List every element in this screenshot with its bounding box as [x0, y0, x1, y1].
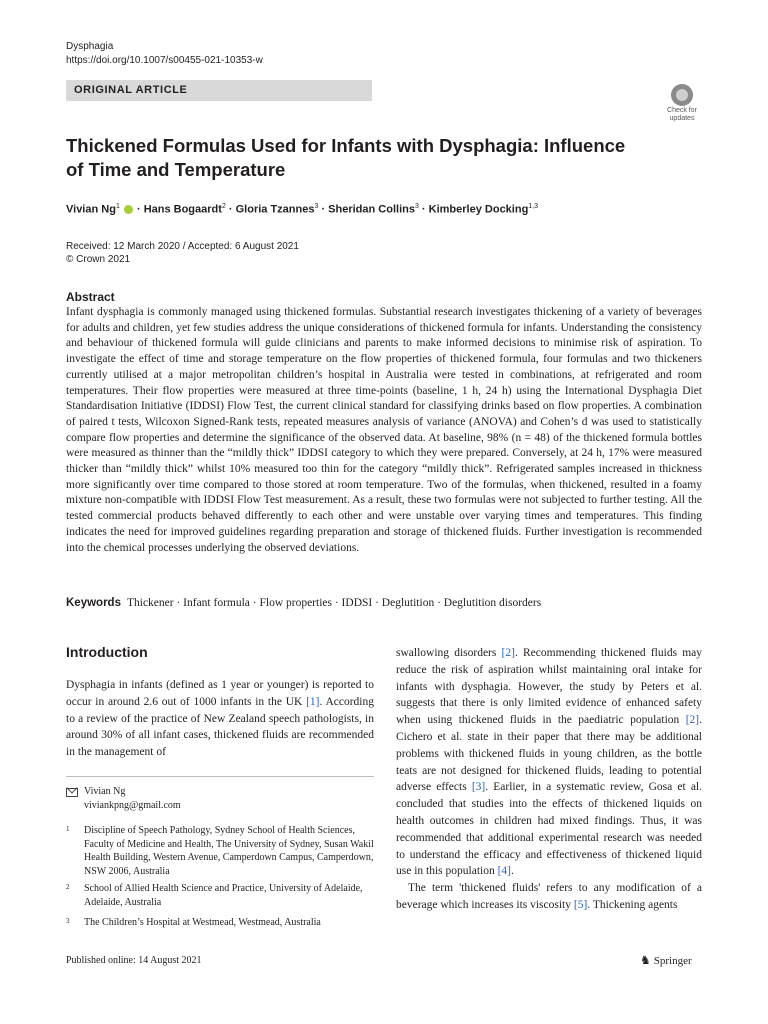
article-dates	[66, 240, 299, 266]
citation-link[interactable]: [2]	[501, 647, 515, 659]
citation-link[interactable]: [5]	[573, 898, 588, 911]
copyright: © Crown 2021	[66, 254, 131, 265]
received-accepted: Received: 12 March 2020 / Accepted: 6 August 2021	[66, 241, 299, 252]
author-name[interactable]: Hans Bogaardt	[143, 203, 222, 216]
intro-text: . Cichero et al. state in their paper that there may be additional problems with thickened fluids in young children, as the bottle teats are not designed for thickened fluids, leading to potential adverse effects	[396, 714, 702, 794]
intro-text: swallowing disorders	[396, 647, 502, 659]
introduction-heading: Introduction	[66, 644, 148, 660]
title-line-1: Thickened Formulas Used for Infants with Dysphagia: Influence	[66, 135, 626, 156]
doi-link[interactable]: https://doi.org/10.1007/s00455-021-10353-w	[66, 55, 263, 66]
author-affiliation: 3	[314, 203, 319, 210]
intro-text: Dysphagia in infants (defined as 1 year or younger) is reported to occur in around 2.6 out of 1000 infants in the UK	[66, 679, 374, 708]
abstract-body: Infant dysphagia is commonly managed using thickened formulas. Substantial research investigates thickening of a variety of beverages for adults and children, yet few studies address the unique considerations of thickened formula for infants. Understanding the consistency and behaviour of thickened formula will guide clinicians and parents to make informed decisions to minimise risk of aspiration. To investigate the effect of time and storage temperature on the flow properties of thickened formula, four formulas and two thickeners currently utilised at a major metropolitan children’s hospital in Australia were tested in combinations, at refrigerated and room temperatures. Their flow properties were measured at three time-points (baseline, 1 h, 24 h) using the International Dysphagia Diet Standardisation Initiative (IDDSI) Flow Test, the current clinical standard for classifying drinks based on flow properties. A combination of paired t tests, Wilcoxon Signed-Rank tests, repeated measures analysis of variance (ANOVA) and Cohen’s d was used to statistically compare flow properties and determine the significance of the observed data. At baseline, 98% (n = 48) of the thickened formula bottles were measured as thinner than the “mildly thick” IDDSI category to which they were prepared. Conversely, at 24 h, 17% were measured thicker than “mildly thick” whilst 10% measured too thin for the category “mildly thick”. Refrigerated samples increased in thickness more significantly over time compared to those stored at room temperature. Two of the formulas, when thickened, resulted in a foamy mixture non-compatible with IDDSI Flow Test measurement. As a result, these two formulas were not subjected to further testing. All the tested commercial products behaved differently to each other and were unstable over varying times and temperatures. This finding indicates the need for improved guidelines regarding preparation and storage of thickened fluids. Further investigation is recommended into the chemical processes underlying the observed deviations.	[66, 306, 702, 554]
keywords-heading: Keywords	[66, 597, 121, 609]
published-date: Published online: 14 August 2021	[66, 955, 202, 966]
intro-text: . According to a review of the practice of New Zealand speech pathologists, in around 30% of all infant cases, thickened fluids are recommended in the management of	[66, 695, 374, 759]
publisher-name: Springer	[653, 955, 692, 967]
intro-text: . Recommending thickened fluids may reduce the risk of aspiration whilst maintaining oral intake for infants with dysphagia. However, the study by Peters et al. suggests that there is only limited evidence of enhanced safety when using thickened fluids in the paediatric population	[396, 647, 703, 727]
citation-link[interactable]: [2]	[685, 714, 700, 727]
keywords	[66, 597, 706, 609]
article-type-banner	[66, 80, 372, 101]
affiliation-number: 3	[66, 917, 70, 925]
author-name[interactable]: Gloria Tzannes	[235, 203, 315, 216]
citation-link[interactable]: [3]	[471, 781, 486, 794]
keywords-list: Thickener · Infant formula · Flow properties · IDDSI · Deglutition · Deglutition disorders	[126, 597, 542, 609]
intro-paragraph	[396, 645, 702, 880]
publisher-logo	[640, 953, 692, 968]
intro-text: The term 'thickened fluids' refers to any modification of a beverage which increases its viscosity	[396, 882, 702, 911]
springer-horse-icon: ♞	[640, 953, 651, 967]
journal-header	[66, 40, 263, 68]
author-name[interactable]: Vivian Ng	[66, 203, 116, 216]
author-name[interactable]: Sheridan Collins	[328, 203, 415, 216]
author-affiliation: 2	[221, 203, 226, 210]
intro-text: .	[511, 865, 514, 878]
orcid-icon[interactable]	[124, 205, 133, 214]
intro-paragraph	[396, 880, 702, 914]
affiliation-text: School of Allied Health Science and Practice, University of Adelaide, Adelaide, Australia	[84, 883, 363, 908]
article-type-label: ORIGINAL ARTICLE	[74, 84, 188, 96]
intro-text: . Earlier, in a systematic review, Gosa et al. concluded that studies into the effects of thickened liquids on health outcomes in children had mixed findings. Thus, it was recommended that additional experimental research was needed to understand the efficacy and effectiveness of thickened liquid use in this population	[396, 781, 702, 878]
affiliation-number: 1	[66, 825, 70, 833]
author-name[interactable]: Kimberley Docking	[428, 203, 529, 216]
author-list: Vivian Ng$^1$ · Hans Bogaardt$^2$ · Gloria Tzannes$^3$ · Sheridan Collins$^3$ · Kimberley Docking$^{1,3}$	[66, 203, 539, 216]
footnote-divider	[66, 776, 374, 777]
corresponding-author: Vivian Ng	[84, 786, 126, 797]
citation-link[interactable]: [4]	[497, 865, 512, 878]
author-affiliation: 3	[414, 203, 419, 210]
article-title	[66, 134, 666, 182]
affiliation-number: 2	[66, 883, 70, 891]
author-email[interactable]: viviankpng@gmail.com	[84, 800, 181, 811]
intro-right-column	[396, 645, 702, 914]
author-affiliation: 1,3	[528, 203, 539, 210]
author-affiliation: 1	[115, 203, 120, 210]
intro-left-column	[66, 677, 374, 761]
abstract-heading: Abstract	[66, 290, 115, 304]
check-updates-icon	[671, 84, 693, 106]
citation-link[interactable]: [1]	[306, 695, 320, 708]
envelope-icon	[66, 788, 78, 797]
title-line-2: of Time and Temperature	[66, 159, 286, 180]
intro-text: . Thickening agents	[587, 898, 678, 911]
journal-name: Dysphagia	[66, 41, 114, 52]
affiliation-text: Discipline of Speech Pathology, Sydney School of Health Sciences, Faculty of Medicine and Health, The University of Sydney, Susan Wakil Health Building, Western Avenue, Camperdown Campus, Camperdown, NSW 2006, Australia	[84, 825, 374, 877]
check-for-updates-badge[interactable]	[662, 84, 702, 124]
check-updates-label: Check for updates	[667, 107, 697, 122]
affiliation-text: The Children’s Hospital at Westmead, Westmead, Australia	[84, 917, 321, 928]
